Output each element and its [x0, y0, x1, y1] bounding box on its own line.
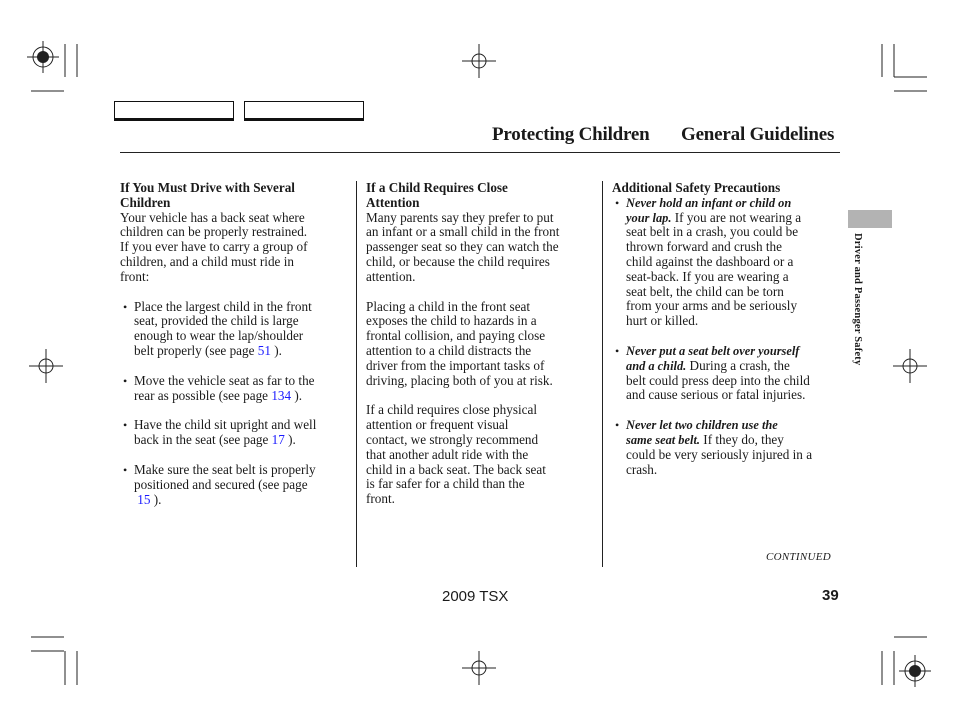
- side-tab-label: Driver and Passenger Safety: [852, 233, 863, 366]
- page-link[interactable]: 15: [137, 491, 151, 507]
- model-label: 2009 TSX: [442, 588, 509, 605]
- column-divider-2: [602, 181, 603, 567]
- subsection-title: General Guidelines: [681, 124, 835, 145]
- list-item: • Never put a seat belt over yourself and a child. During a crash, the belt could press deep into the child and cause serious or fatal injuries.: [612, 344, 844, 403]
- list-item: • Place the largest child in the front seat, provided the child is large enough to wear the lap/shoulder belt properly (see page 51 ).: [120, 300, 352, 359]
- left-intro: Your vehicle has a back seat where children can be properly restrained. If you ever have to carry a group of children, and a child must ride in front:: [120, 209, 308, 284]
- middle-paragraph-3: If a child requires close physical attention or frequent visual contact, we strongly recommend that another adult ride with the child in a back seat. The back seat is far safer for a child than the front.: [366, 402, 546, 507]
- middle-paragraph-1: Many parents say they prefer to put an infant or a small child in the front passenger seat so they can watch the child, or because the child requires attention.: [366, 209, 560, 284]
- left-column: [120, 181, 352, 507]
- page-link[interactable]: 134: [271, 387, 292, 403]
- list-item: • Make sure the seat belt is properly positioned and secured (see page 15 ).: [120, 463, 352, 507]
- right-column: [612, 181, 844, 477]
- left-heading: If You Must Drive with Several Children: [120, 180, 295, 210]
- page-link[interactable]: 51: [257, 342, 271, 358]
- list-item: • Move the vehicle seat as far to the rear as possible (see page 134 ).: [120, 374, 352, 404]
- list-item: • Never let two children use the same seat belt. If they do, they could be very seriously injured in a crash.: [612, 418, 844, 477]
- header-box-2: [244, 101, 364, 121]
- header-box-1: [114, 101, 234, 121]
- continued-label: CONTINUED: [766, 551, 832, 563]
- right-heading: Additional Safety Precautions: [612, 180, 781, 195]
- section-tab[interactable]: [848, 210, 892, 228]
- section-title: Protecting Children: [492, 124, 650, 145]
- middle-heading: If a Child Requires Close Attention: [366, 180, 508, 210]
- page-link[interactable]: 17: [271, 432, 285, 448]
- list-item: • Never hold an infant or child on your lap. If you are not wearing a seat belt in a crash, you could be thrown forward and crush the child against the dashboard or a seat-back. If you are wearing a seat belt, the child can be torn from your arms and be seriously hurt or killed.: [612, 196, 844, 329]
- list-item: • Have the child sit upright and well back in the seat (see page 17 ).: [120, 418, 352, 448]
- page-number: 39: [822, 587, 839, 604]
- middle-column: [366, 181, 598, 507]
- title-rule: [120, 152, 840, 153]
- middle-paragraph-2: Placing a child in the front seat exposes the child to hazards in a frontal collision, and paying close attention to a child distracts the driver from the important tasks of driving, placing both of you at risk.: [366, 298, 553, 388]
- column-divider-1: [356, 181, 357, 567]
